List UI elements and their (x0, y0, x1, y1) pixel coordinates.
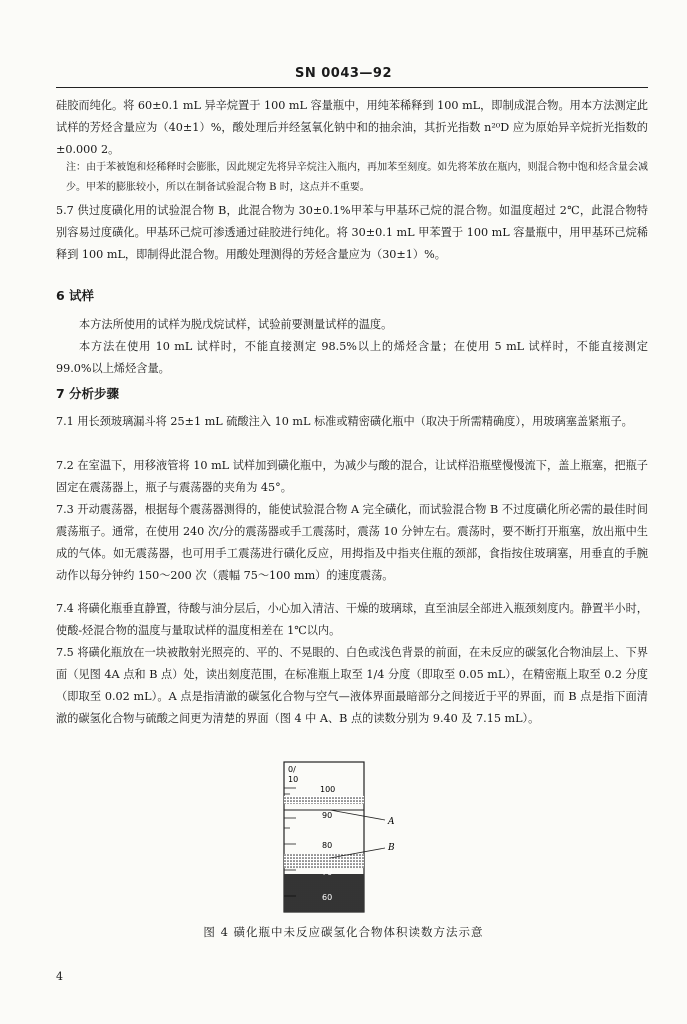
label-70: 70 (322, 868, 333, 877)
section-7-title: 7 分析步骤 (56, 386, 120, 401)
section-6-para-2: 本方法在使用 10 mL 试样时，不能直接测定 98.5%以上的烯烃含量；在使用 5 mL 试样时，不能直接测定 99.0%以上烯烃含量。 (56, 340, 648, 375)
label-80: 80 (322, 841, 333, 850)
interface-b-band (284, 854, 364, 868)
label-60: 60 (322, 893, 333, 902)
clause-7-2: 7.2 在室温下，用移液管将 10 mL 试样加到磺化瓶中，为减少与酸的混合，让试样沿瓶壁慢慢流下，盖上瓶塞，把瓶子固定在震荡器上，瓶子与震荡器的夹角为 45°。 (56, 459, 648, 494)
section-6-title: 6 试样 (56, 288, 95, 303)
label-100: 100 (320, 785, 336, 794)
label-zero: 0/ (288, 765, 296, 774)
clause-7-5: 7.5 将磺化瓶放在一块被散射光照亮的、平的、不晃眼的、白色或浅色背景的前面，在未反应的碳氢化合物油层上、下界面（见图 4A 点和 B 点）处，读出刻度范围，在标准瓶上取至 1/4 分度（即取至 0.05 mL），在精密瓶上取至 0.2 分度（即取至 0.02 mL）。A 点是指清澈的碳氢化合物与空气—液体界面最暗部分之间接近于平的界面，而 B 点是指下面清澈的碳氢化合物与硫酸之间更为清楚的界面（图 4 中 A、B 点的读数分别为 9.40 及 7.15 mL）。 (56, 646, 648, 725)
note-paragraph: 注：由于苯被饱和烃稀释时会膨胀，因此规定先将异辛烷注入瓶内，再加苯至刻度。如先将苯放在瓶内，则混合物中饱和烃含量会减少。甲苯的膨胀较小，所以在制备试验混合物 B 时，这点并不重要。 (66, 162, 648, 193)
label-90: 90 (322, 811, 333, 820)
section-6-para-1: 本方法所使用的试样为脱戊烷试样，试验前要测量试样的温度。 (79, 318, 393, 331)
label-point-a: A (388, 817, 395, 827)
intro-paragraph: 硅胶而纯化。将 60±0.1 mL 异辛烷置于 100 mL 容量瓶中，用纯苯稀释到 100 mL，即制成混合物。用本方法测定此试样的芳烃含量应为（40±1）%，酸处理后并经氢氧化钠中和的抽余油，其折光指数 n²⁰D 应为原始异辛烷折光指数的 ±0.000 2。 (56, 99, 648, 156)
meniscus-band (284, 796, 364, 804)
clause-7-4: 7.4 将磺化瓶垂直静置，待酸与油分层后，小心加入清洁、干燥的玻璃球，直至油层全部进入瓶颈刻度内。静置半小时，使酸-烃混合物的温度与量取试样的温度相差在 1℃以内。 (56, 602, 648, 637)
page-number: 4 (56, 970, 63, 983)
clause-7-1: 7.1 用长颈玻璃漏斗将 25±1 mL 硫酸注入 10 mL 标准或精密磺化瓶中（取决于所需精确度），用玻璃塞盖紧瓶子。 (56, 415, 633, 428)
clause-7-3: 7.3 开动震荡器，根据每个震荡器测得的，能使试验混合物 A 完全磺化，而试验混合物 B 不过度磺化所必需的最佳时间震荡瓶子。通常，在使用 240 次/分的震荡器或手工震荡时，震荡 10 分钟左右。震荡时，要不断打开瓶塞，放出瓶中生成的气体。如无震荡器，也可用手工震荡进行磺化反应，用拇指及中指夹住瓶的颈部，食指按住玻璃塞，用垂直的手腕动作以每分钟约 150～200 次（震幅 75～100 mm）的速度震荡。 (56, 503, 648, 582)
label-point-b: B (388, 843, 395, 853)
figure-4-caption: 图 4 磺化瓶中未反应碳氢化合物体积读数方法示意 (203, 925, 484, 939)
label-10: 10 (288, 775, 299, 784)
header-rule (56, 87, 648, 88)
figure-4-flask-diagram (260, 758, 430, 918)
pointer-a (330, 810, 385, 820)
document-code: SN 0043—92 (294, 66, 393, 81)
clause-5-7: 5.7 供过度磺化用的试验混合物 B，此混合物为 30±0.1%甲苯与甲基环己烷的混合物。如温度超过 2℃，此混合物特别容易过度磺化。甲基环己烷可渗透通过硅胶进行纯化。将 30±0.1 mL 甲苯置于 100 mL 容量瓶中，用甲基环己烷稀释到 100 mL，即制得此混合物。用酸处理测得的芳烃含量应为（30±1）%。 (56, 204, 648, 261)
